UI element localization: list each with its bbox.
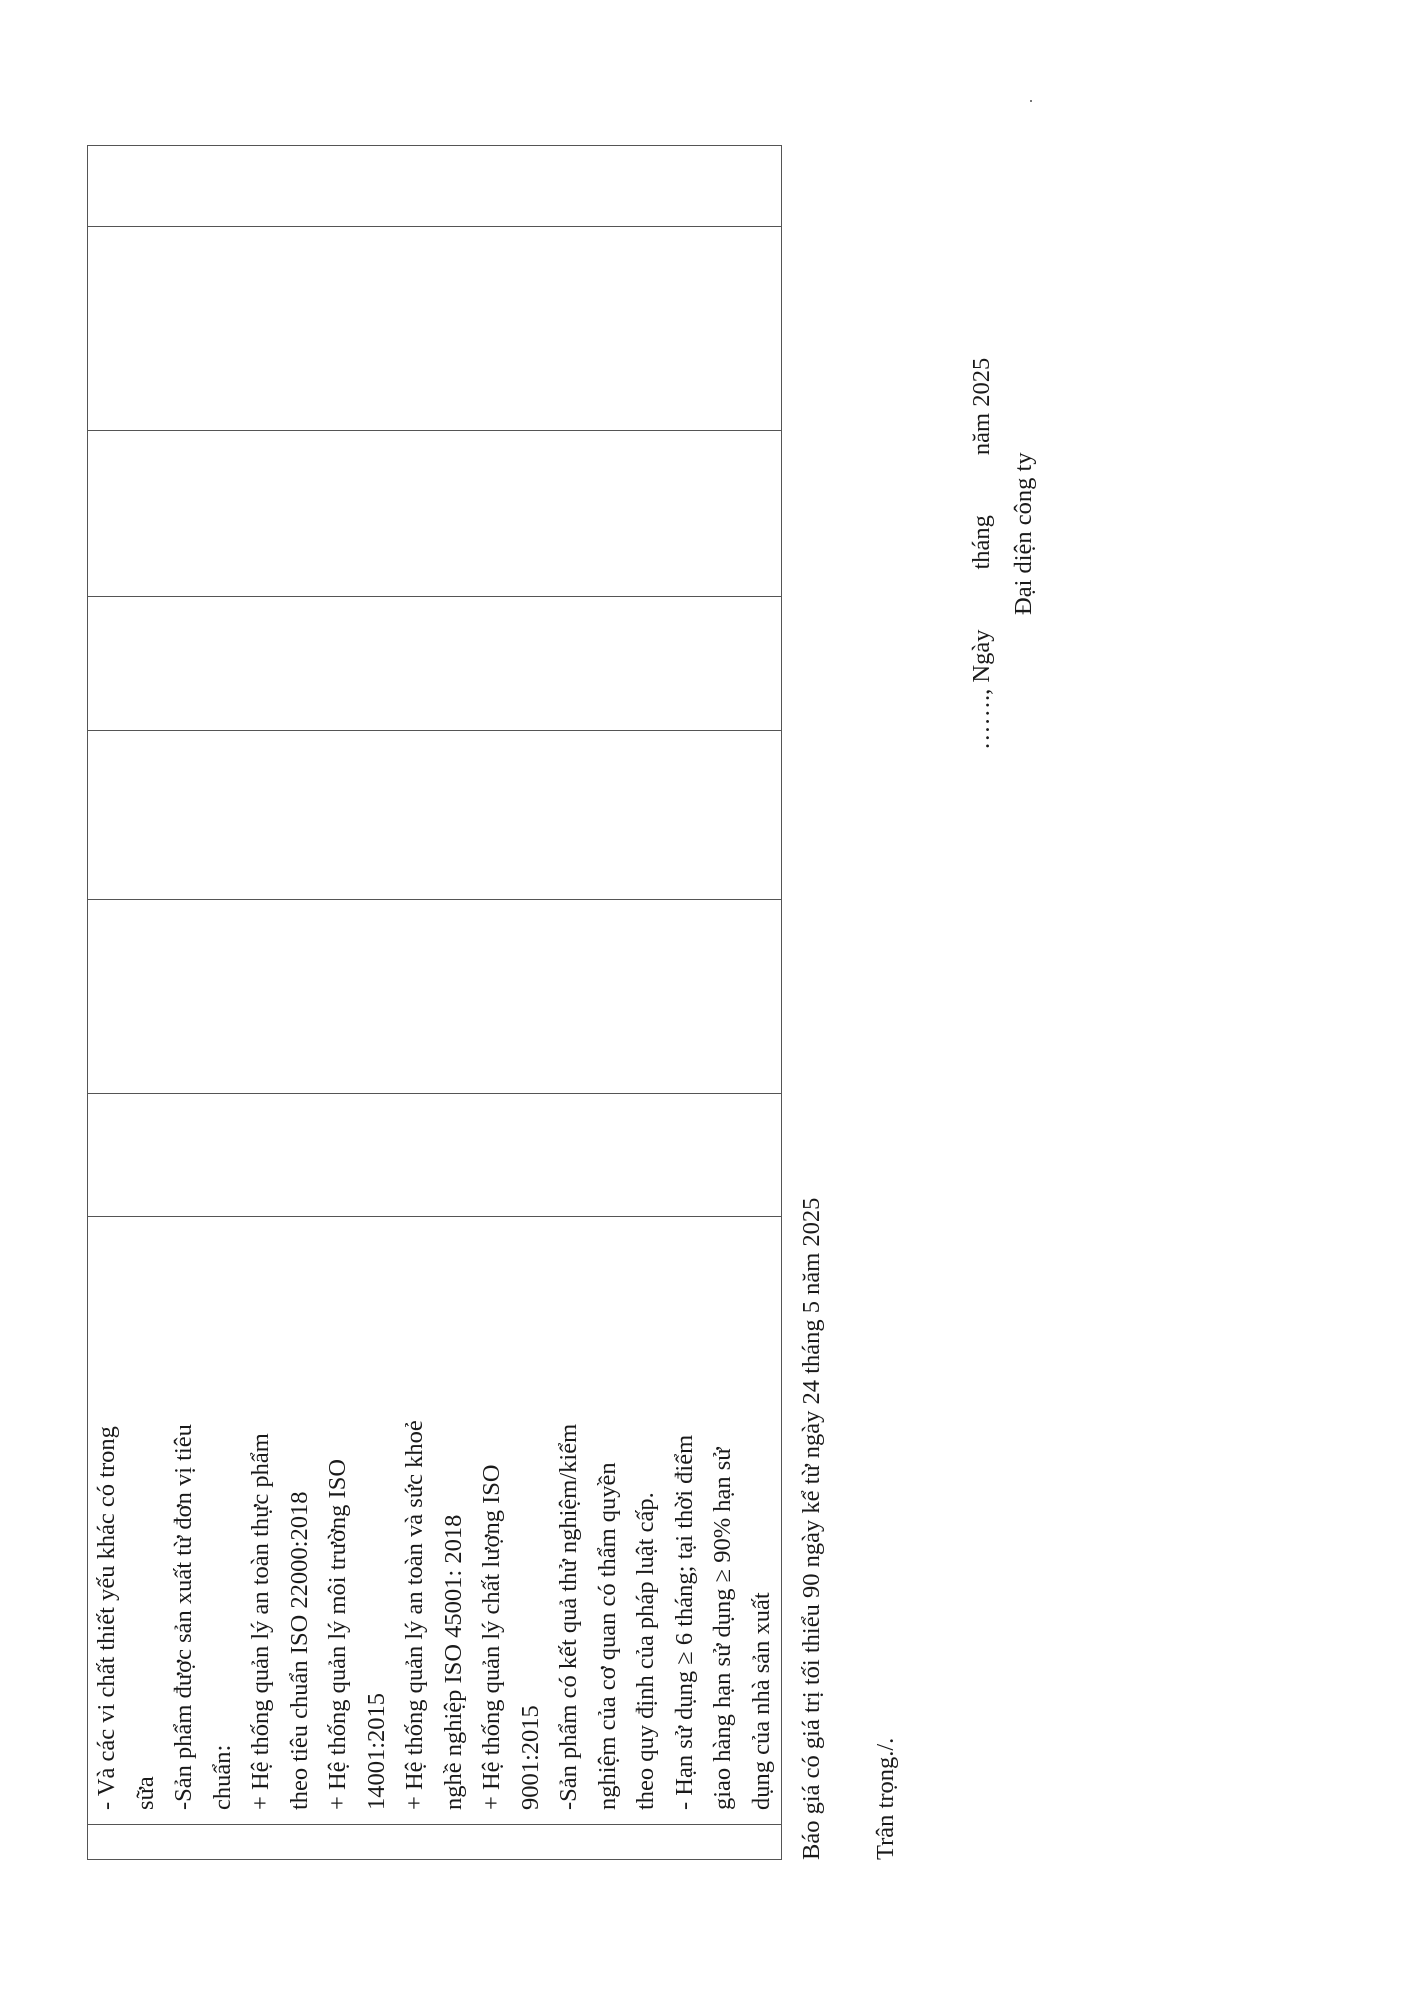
date-prefix: ……., Ngày — [968, 629, 995, 750]
table-cell-empty — [88, 431, 782, 597]
description-line: -Sản phẩm được sản xuất từ đơn vị tiêu — [170, 1424, 197, 1810]
table-row — [88, 146, 782, 1860]
closing-text: Trân trọng./. — [872, 1737, 899, 1860]
validity-note: Báo giá có giá trị tối thiểu 90 ngày kể từ ngày 24 tháng 5 năm 2025 — [798, 1197, 825, 1860]
table-cell-empty — [88, 597, 782, 731]
date-month: tháng — [968, 515, 995, 570]
signatory: Đại diện công ty — [1010, 452, 1037, 615]
description-line: 9001:2015 — [516, 1705, 544, 1810]
description-line: + Hệ thống quản lý môi trường ISO — [324, 1458, 351, 1810]
description-line: + Hệ thống quản lý chất lượng ISO — [478, 1464, 505, 1810]
description-line: theo quy định của pháp luật cấp. — [632, 1492, 659, 1810]
description-line: sữa — [131, 1776, 159, 1810]
description-line: giao hàng hạn sử dụng ≥ 90% hạn sử — [709, 1447, 736, 1810]
table-cell-empty — [88, 146, 782, 227]
description-line: nghề nghiệp ISO 45001: 2018 — [439, 1514, 467, 1810]
description-line: - Hạn sử dụng ≥ 6 tháng; tại thời điểm — [670, 1434, 698, 1810]
description-line: + Hệ thống quản lý an toàn và sức khoẻ — [401, 1420, 428, 1810]
description-line: + Hệ thống quản lý an toàn thực phẩm — [247, 1433, 274, 1810]
description-line: chuẩn: — [208, 1744, 236, 1810]
description-line: -Sản phẩm có kết quả thử nghiệm/kiểm — [555, 1423, 582, 1810]
scan-speck — [1030, 100, 1032, 102]
table-cell-empty — [88, 900, 782, 1094]
description-line: theo tiêu chuẩn ISO 22000:2018 — [285, 1491, 313, 1810]
description-line: nghiệm của cơ quan có thẩm quyền — [593, 1462, 621, 1810]
description-line: dụng của nhà sản xuất — [747, 1592, 775, 1810]
description-line: - Và các vi chất thiết yếu khác có trong — [93, 1426, 120, 1810]
quote-table — [87, 145, 782, 1860]
table-cell-description — [88, 1217, 782, 1825]
description-line: 14001:2015 — [362, 1692, 390, 1810]
table-cell-empty — [88, 1094, 782, 1217]
table-cell-stt — [88, 1825, 782, 1860]
date-line — [968, 358, 996, 750]
table-cell-empty — [88, 227, 782, 431]
date-year: năm 2025 — [968, 357, 995, 456]
table-cell-empty — [88, 731, 782, 900]
